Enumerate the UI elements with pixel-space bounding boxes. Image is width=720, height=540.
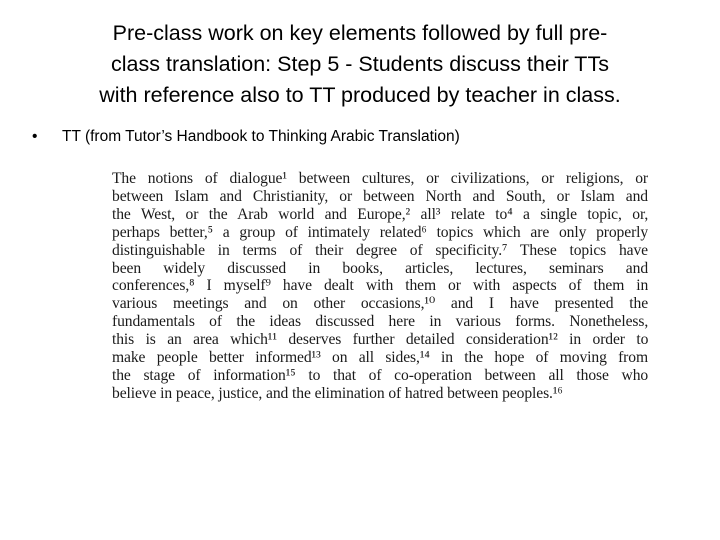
scan-line: distinguishable in terms of their degree of specificity.⁷ These topics have [112, 241, 648, 259]
title-line-3: with reference also to TT produced by teacher in class. [99, 83, 621, 107]
scan-line: between Islam and Christianity, or between North and South, or Islam and [112, 187, 648, 205]
title-line-2: class translation: Step 5 - Students discuss their TTs [111, 52, 609, 76]
scan-line: make people better informed¹³ on all sides,¹⁴ in the hope of moving from [112, 349, 648, 367]
bullet-text: TT (from Tutor’s Handbook to Thinking Arabic Translation) [62, 128, 460, 145]
bullet-marker: • [32, 128, 38, 145]
slide-title [20, 18, 700, 111]
scan-line: fundamentals of the ideas discussed here in various forms. Nonetheless, [112, 313, 648, 331]
scan-line: believe in peace, justice, and the elimination of hatred between peoples.¹⁶ [112, 384, 563, 402]
scan-line: been widely discussed in books, articles, lectures, seminars and [112, 259, 648, 277]
scan-line: conferences,⁸ I myself⁹ have dealt with them or with aspects of them in [112, 277, 648, 295]
bullet-item [32, 127, 460, 147]
scan-line: the West, or the Arab world and Europe,² all³ relate to⁴ a single topic, or, [112, 205, 648, 223]
scan-line: various meetings and on other occasions,¹⁰ and I have presented the [112, 295, 648, 313]
scanned-text-image [112, 170, 648, 460]
scan-line: this is an area which¹¹ deserves further detailed consideration¹² in order to [112, 331, 648, 349]
scan-line: the stage of information¹⁵ to that of co-operation between all those who [112, 366, 648, 384]
scan-line: The notions of dialogue¹ between cultures, or civilizations, or religions, or [112, 170, 648, 187]
title-line-1: Pre-class work on key elements followed by full pre- [112, 21, 608, 45]
scan-line: perhaps better,⁵ a group of intimately related⁶ topics which are only properly [112, 223, 648, 241]
